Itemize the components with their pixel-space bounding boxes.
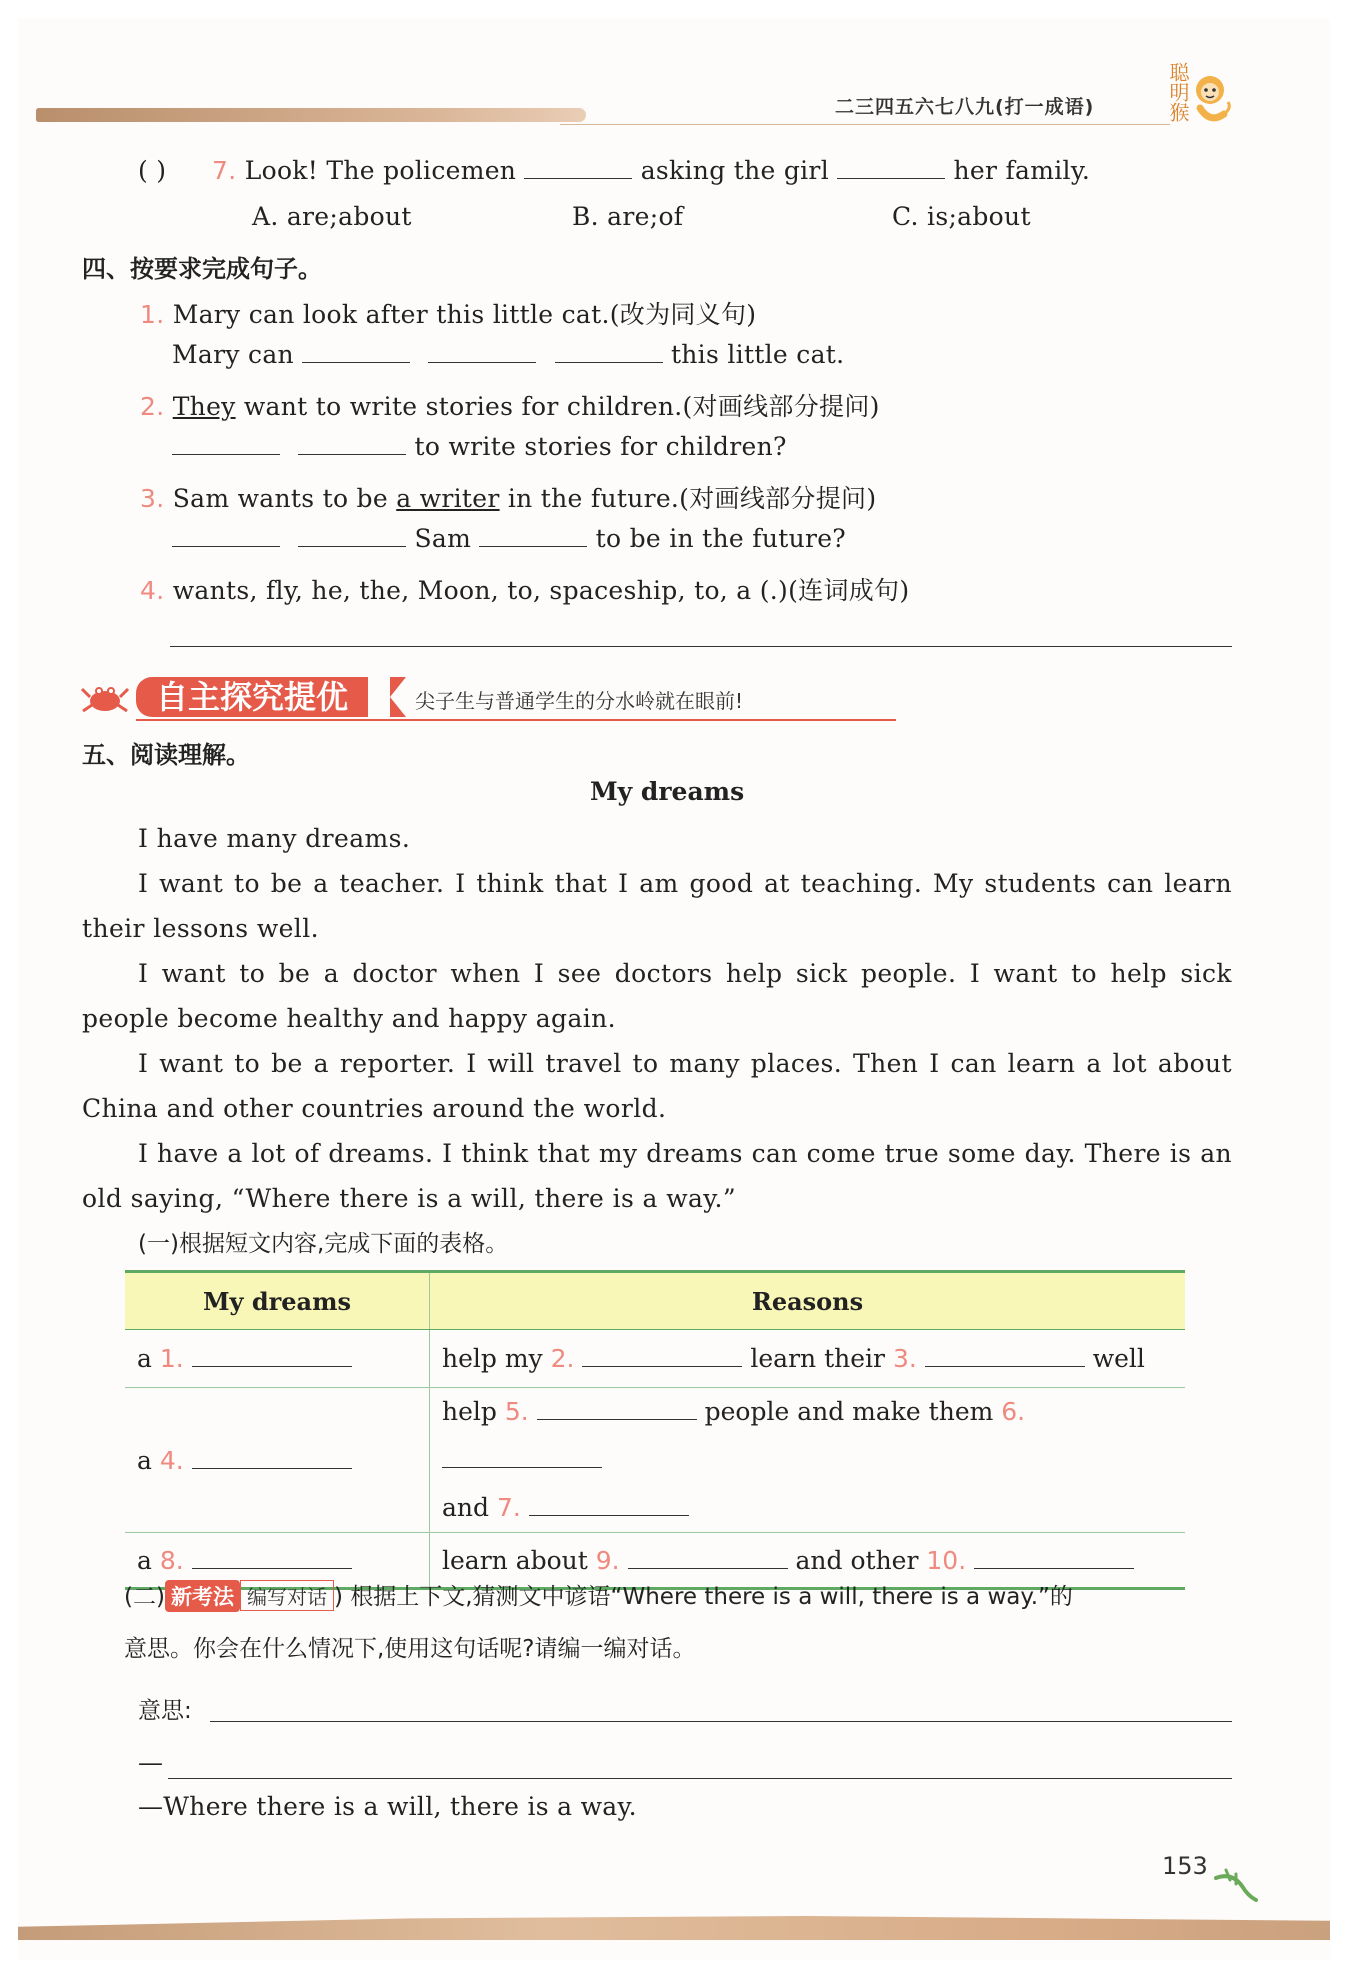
leaf-dino-icon [1212,1866,1258,1906]
cell-text: and [442,1493,490,1522]
s4-item1-line2 [172,340,844,369]
answer-blank-4[interactable] [192,1446,352,1469]
crab-icon [80,675,130,717]
s4-item3-blank-2[interactable] [298,524,406,547]
dialogue-badge: 编写对话 [240,1580,334,1611]
cell-text: and other [795,1545,919,1575]
q7-option-c: C. is;about [892,202,1031,231]
answer-blank-9[interactable] [628,1546,788,1569]
article-a: a [137,1545,152,1575]
s4-item1-pre: Mary can [172,340,294,369]
part2-paren-close: ) [333,1584,343,1610]
s4-item4-answer-line[interactable] [170,646,1232,647]
blank-number: 3. [892,1344,917,1373]
s4-item3-number: 3. [140,484,165,513]
q7-number: 7. [212,156,237,185]
cell-text: people and make them [704,1397,994,1426]
s4-item2-number: 2. [140,392,165,421]
part2-text-1: 根据上下文,猜测文中谚语“Where there is a will, there is a way.”的 [350,1584,1073,1610]
s4-item2-post: to write stories for children? [414,432,787,461]
table-header-reasons: Reasons [430,1272,1186,1330]
q7-line [212,156,1090,185]
dialogue-answer-line[interactable] [168,1778,1232,1779]
cell-text: help [442,1397,497,1426]
q7-text-a: Look! The policemen [244,156,517,185]
banner-tail [390,677,406,717]
s4-item4-line1 [140,571,909,607]
passage-paragraph-3: I want to be a doctor when I see doctors help sick people. I want to help sick people become healthy and happy again. [82,959,1232,1033]
part2-text-2: 意思。你会在什么情况下,使用这句话呢?请编一编对话。 [124,1636,696,1662]
header-bar [36,108,586,122]
blank-number: 6. [1001,1397,1026,1426]
header-riddle: 二三四五六七八九(打一成语) [835,96,1095,118]
blank-number: 5. [504,1397,529,1426]
s4-item2-blank-1[interactable] [172,432,280,455]
blank-number: 7. [496,1493,521,1522]
s4-item3-pre: Sam wants to be [172,484,397,513]
table-cell [125,1388,430,1533]
table-row [125,1388,1185,1533]
q7-option-a: A. are;about [252,202,412,231]
part2-line1 [124,1578,1073,1612]
answer-blank-10[interactable] [974,1546,1134,1569]
dreams-table [125,1270,1185,1590]
table-cell [125,1330,430,1388]
passage-paragraph-5: I have a lot of dreams. I think that my dreams can come true some day. There is an old saying, “Where there is a will, there is a way.” [82,1139,1232,1213]
table-cell [430,1330,1186,1388]
passage-title: My dreams [590,777,745,806]
s4-item3-post: to be in the future? [595,524,847,553]
page-number: 153 [1162,1852,1208,1880]
s4-item3-underlined: a writer [396,484,500,513]
s4-item3-blank-3[interactable] [479,524,587,547]
cell-text: well [1092,1344,1145,1373]
answer-blank-3[interactable] [925,1344,1085,1367]
table-header-row [125,1272,1185,1330]
s4-item3-blank-1[interactable] [172,524,280,547]
s4-item2-line1 [140,387,880,423]
answer-blank-5[interactable] [537,1397,697,1420]
banner-title: 自主探究提优 [136,677,368,717]
banner-subtitle: 尖子生与普通学生的分水岭就在眼前! [415,689,744,713]
dialogue-dash: — [138,1748,164,1777]
answer-blank-2[interactable] [582,1344,742,1367]
s4-item2-text: want to write stories for children.(对画线部分提问) [235,392,880,421]
s4-item3-text: in the future.(对画线部分提问) [499,484,877,513]
s4-item4-number: 4. [140,576,165,605]
section4-title: 四、按要求完成句子。 [82,255,322,283]
passage-paragraph-1: I have many dreams. [138,824,411,853]
article-a: a [137,1344,152,1373]
article-a: a [137,1445,152,1475]
table-header-dreams: My dreams [125,1272,430,1330]
s4-item1-number: 1. [140,300,165,329]
s4-item1-blank-3[interactable] [555,340,663,363]
cell-text: help my [442,1344,543,1373]
s4-item1-text: Mary can look after this little cat.(改为同义句) [172,300,757,329]
banner-underline [136,719,896,721]
blank-number: 9. [595,1545,620,1575]
q7-paren: ( ) [138,156,167,185]
cell-text: learn about [442,1545,588,1575]
q7-blank-1[interactable] [524,156,632,179]
blank-number: 2. [550,1344,575,1373]
s4-item2-line2 [172,432,787,461]
meaning-answer-line[interactable] [210,1721,1232,1722]
s4-item2-underlined: They [172,392,236,421]
s4-item1-line1 [140,295,756,331]
s4-item4-text: wants, fly, he, the, Moon, to, spaceship, to, a (.)(连词成句) [172,576,910,605]
s4-item1-blank-1[interactable] [302,340,410,363]
answer-blank-7[interactable] [529,1493,689,1516]
answer-blank-6[interactable] [442,1445,602,1468]
passage-paragraph-2: I want to be a teacher. I think that I am good at teaching. My students can learn their lessons well. [82,869,1232,943]
cell-text: learn their [750,1344,885,1373]
blank-number: 10. [926,1545,967,1575]
q7-text-b: asking the girl [640,156,829,185]
part2-prefix: (二) [124,1584,165,1610]
answer-blank-1[interactable] [192,1344,352,1367]
q7-text-c: her family. [953,156,1091,185]
new-exam-badge: 新考法 [165,1580,240,1612]
part1-instruction: (一)根据短文内容,完成下面的表格。 [138,1231,509,1257]
blank-number: 8. [159,1545,184,1575]
meaning-label: 意思: [138,1698,192,1724]
blank-number: 1. [159,1344,184,1373]
table-row [125,1330,1185,1388]
dialogue-reply: —Where there is a will, there is a way. [138,1792,637,1821]
section5-title: 五、阅读理解。 [82,741,250,769]
passage-paragraph-4: I want to be a reporter. I will travel to many places. Then I can learn a lot about China and other countries around the world. [82,1049,1232,1123]
brand-label: 聪明猴 [1166,62,1190,122]
table-cell [430,1388,1186,1533]
header-rule [560,124,1170,125]
s4-item2-blank-2[interactable] [298,432,406,455]
q7-option-b: B. are;of [572,202,684,231]
s4-item3-mid: Sam [414,524,472,553]
section-banner [80,675,1080,725]
s4-item1-blank-2[interactable] [428,340,536,363]
s4-item3-line2 [172,524,846,553]
s4-item1-post: this little cat. [670,340,845,369]
blank-number: 4. [159,1445,184,1475]
answer-blank-8[interactable] [192,1546,352,1569]
s4-item3-line1 [140,479,876,515]
q7-blank-2[interactable] [837,156,945,179]
